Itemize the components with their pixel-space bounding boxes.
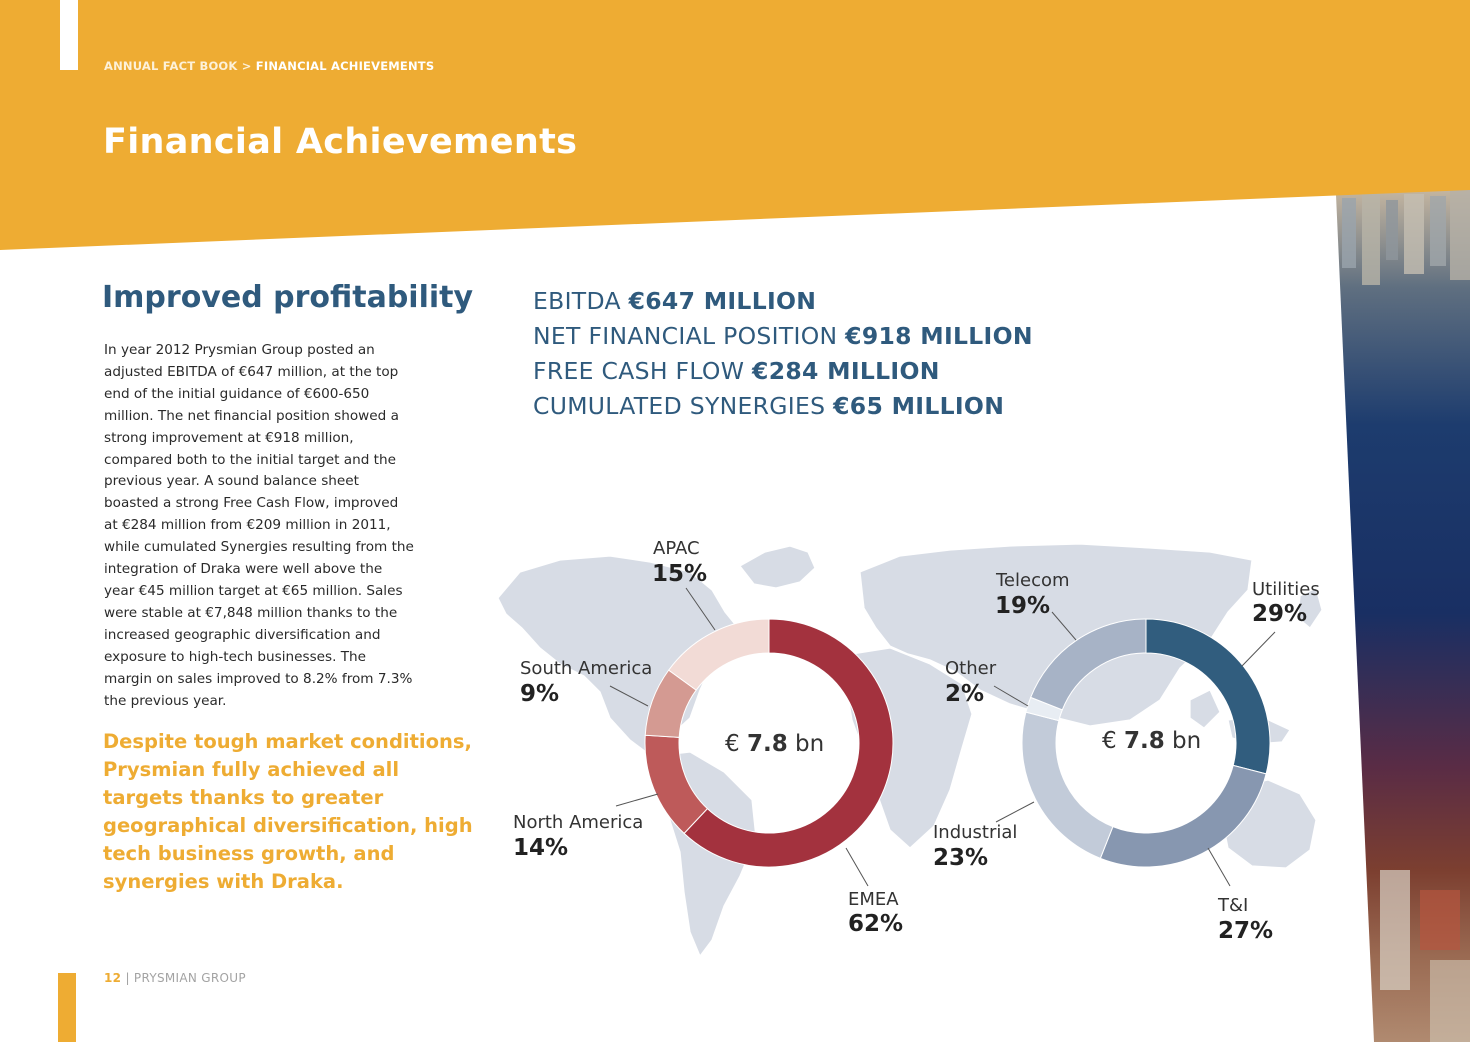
leader-line-apac [686,588,715,630]
metric-value: €918 MILLION [845,322,1033,350]
slice-label-north-america: North America [513,812,644,833]
slice-value-industrial: 23% [933,845,989,871]
metric-value: €65 MILLION [833,392,1005,420]
footer-company: PRYSMIAN GROUP [133,971,246,985]
slice-value-telecom: 19% [995,593,1051,619]
page-title: Financial Achievements [103,122,578,162]
leader-line-telecom [1052,612,1076,640]
section-title: Improved profitability [102,280,474,315]
donut-slice-ti [1100,765,1266,867]
metric-label: FREE CASH FLOW [533,357,745,385]
slice-label-apac: APAC [653,538,700,559]
slice-value-north-america: 14% [513,835,569,861]
center-suffix: bn [1172,728,1202,754]
highlight-quote: Despite tough market conditions, Prysmian fully achieved all targets thanks to greater geographical diversification, high tech business growth, and synergies with Draka. [103,730,473,893]
slice-label-south-america: South America [520,658,653,679]
metric-label: CUMULATED SYNERGIES [533,392,826,420]
donut-slice-north-america [645,735,707,833]
page-number: 12 [104,971,122,985]
donut-slice-telecom [1031,619,1146,710]
slice-value-utilities: 29% [1252,601,1308,627]
leader-line-north-america [616,794,658,806]
leader-line-utilities [1242,632,1275,666]
center-suffix: bn [795,731,825,757]
metric-value: €284 MILLION [752,357,940,385]
slice-value-south-america: 9% [520,681,560,707]
center-prefix: € [1102,728,1117,754]
slice-value-other: 2% [945,681,985,707]
metric-value: €647 MILLION [628,287,817,315]
slice-label-telecom: Telecom [996,570,1070,591]
body-paragraph: In year 2012 Prysmian Group posted an adjusted EBITDA of €647 million, at the top end of the initial guidance of €600-650 million. The net financial position showed a strong improvement at €918 million, compared both to the initial target and the previous year. A sound balance sheet boasted a strong Free Cash Flow, improved at €284 million from €209 million in 2011, while cumulated Synergies resulting from the integration of Draka were well above the year €45 million target at €65 million. Sales were stable at €7,848 million thanks to the increased geographic diversification and exposure to high-tech businesses. The margin on sales improved to 8.2% from 7.3% the previous year. [104,342,414,709]
slice-value-apac: 15% [652,561,708,587]
donut-slice-industrial [1022,712,1113,858]
donut-center-business [1102,728,1201,754]
footer [104,971,246,985]
center-value: 7.8 [746,731,788,757]
breadcrumb-current: FINANCIAL ACHIEVEMENTS [255,59,435,73]
slice-label-utilities: Utilities [1252,579,1320,600]
metric-label: NET FINANCIAL POSITION [533,322,838,350]
donut-slice-apac [669,619,769,690]
slice-value-emea: 62% [848,911,904,937]
slice-label-other: Other [945,658,997,679]
leader-line-emea [846,848,868,886]
breadcrumb-prefix: ANNUAL FACT BOOK > [104,59,252,73]
donut-center-region [725,731,824,757]
slice-label-ti: T&I [1218,895,1249,916]
metric-label: EBITDA [533,287,621,315]
leader-line-industrial [996,802,1034,822]
leader-line-south-america [610,686,648,706]
leader-line-ti [1208,848,1230,886]
slice-label-industrial: Industrial [933,822,1018,843]
leader-line-other [994,686,1028,706]
slice-value-ti: 27% [1218,918,1274,944]
footer-separator: | [125,971,130,985]
slice-label-emea: EMEA [848,889,899,910]
center-value: 7.8 [1123,728,1165,754]
center-prefix: € [725,731,740,757]
